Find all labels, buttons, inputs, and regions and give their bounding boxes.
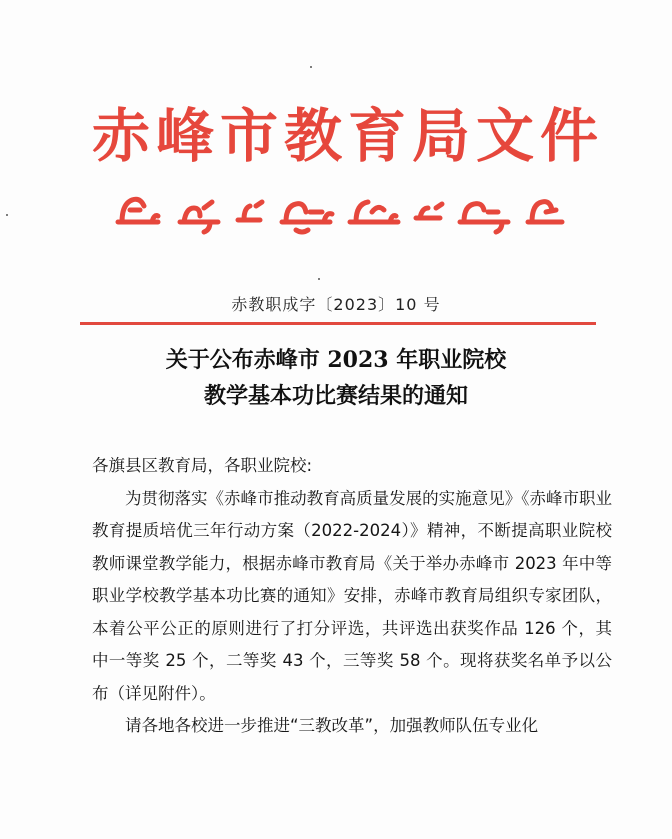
- issuing-authority-title: 赤峰市教育局文件: [92, 102, 605, 170]
- body-paragraph-2: 请各地各校进一步推进“三教改革”，加强教师队伍专业化: [125, 716, 539, 735]
- salutation: 各旗县区教育局，各职业院校:: [92, 456, 313, 475]
- scan-speck: [318, 278, 320, 280]
- document-number: 赤教职成字〔2023〕10 号: [231, 295, 441, 314]
- notice-title-line2: 教学基本功比赛结果的通知: [203, 383, 468, 409]
- red-divider-line: [80, 322, 596, 325]
- mongolian-script-line: [110, 182, 570, 236]
- body-paragraph-1: 为贯彻落实《赤峰市推动教育高质量发展的实施意见》《赤峰市职业教育提质培优三年行动方案（2022-2024）》精神，不断提高职业院校教师课堂教学能力，根据赤峰市教育局《关于举办赤峰市 2023 年中等职业学校教学基本功比赛的通知》安排，赤峰市教育局组织专家团队，本着公平公正的原则进行了打分评选，共评选出获奖作品 126 个，其中一等奖 25 个，二等奖 43 个，三等奖 58 个。现将获奖名单予以公布（详见附件）。: [92, 488, 612, 703]
- notice-title: [0, 342, 672, 414]
- notice-body: [92, 450, 612, 743]
- scan-speck: [310, 66, 312, 68]
- notice-title-line1: 关于公布赤峰市 2023 年职业院校: [165, 347, 507, 373]
- scan-speck: [6, 214, 8, 216]
